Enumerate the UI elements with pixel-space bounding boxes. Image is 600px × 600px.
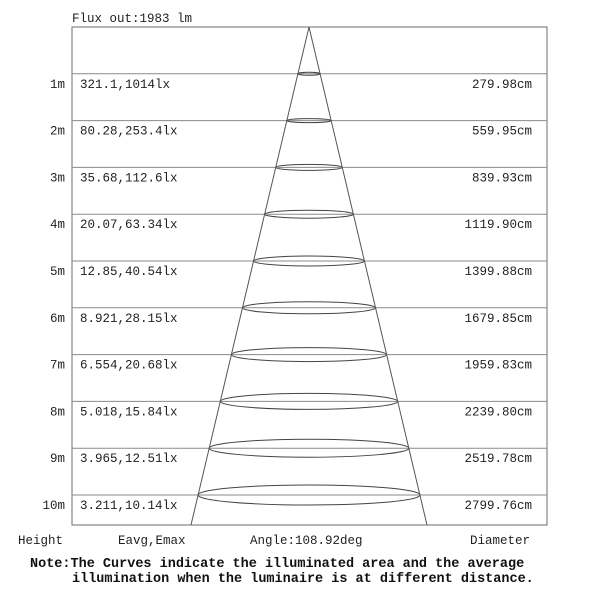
row-illuminance-value: 6.554,20.68lx [80,358,178,373]
row-height-label: 6m [49,311,65,326]
row-height-label: 8m [49,405,65,420]
height-column-header: Height [18,534,64,548]
row-diameter-value: 1959.83cm [464,358,532,373]
row-illuminance-value: 20.07,63.34lx [80,218,178,233]
row-illuminance-value: 80.28,253.4lx [80,124,178,139]
row-diameter-value: 279.98cm [471,77,532,92]
distance-rows [42,72,547,513]
beam-angle-label: Angle:108.92deg [250,534,363,548]
row-height-label: 10m [42,499,65,513]
row-diameter-value: 1679.85cm [464,311,532,326]
row-diameter-value: 2239.80cm [464,405,532,420]
row-height-label: 1m [49,77,65,92]
row-illuminance-value: 321.1,1014lx [80,77,171,92]
row-diameter-value: 1119.90cm [464,218,532,233]
diameter-column-header: Diameter [470,534,531,548]
row-illuminance-value: 3.211,10.14lx [80,499,178,513]
row-height-label: 3m [49,171,65,186]
row-illuminance-value: 5.018,15.84lx [80,405,178,420]
note-line-2: illumination when the luminaire is at different distance. [72,572,534,587]
row-height-label: 9m [49,452,65,467]
row-illuminance-value: 35.68,112.6lx [80,171,178,186]
beam-cone-right-edge [309,27,427,525]
row-height-label: 2m [49,124,65,139]
row-diameter-value: 839.93cm [471,171,532,186]
row-height-label: 5m [49,265,65,279]
row-diameter-value: 2799.76cm [464,499,532,513]
note-line-1: Note:The Curves indicate the illuminated area and the average [30,557,525,572]
beam-cone-left-edge [191,27,309,525]
flux-output-label: Flux out:1983 lm [72,12,193,26]
row-diameter-value: 559.95cm [471,124,532,139]
row-height-label: 4m [49,218,65,233]
row-illuminance-value: 3.965,12.51lx [80,452,178,467]
row-diameter-value: 1399.88cm [464,265,532,279]
row-illuminance-value: 12.85,40.54lx [80,265,178,279]
row-illuminance-value: 8.921,28.15lx [80,311,178,326]
illuminance-column-header: Eavg,Emax [118,534,186,548]
row-diameter-value: 2519.78cm [464,452,532,467]
row-height-label: 7m [49,358,65,373]
